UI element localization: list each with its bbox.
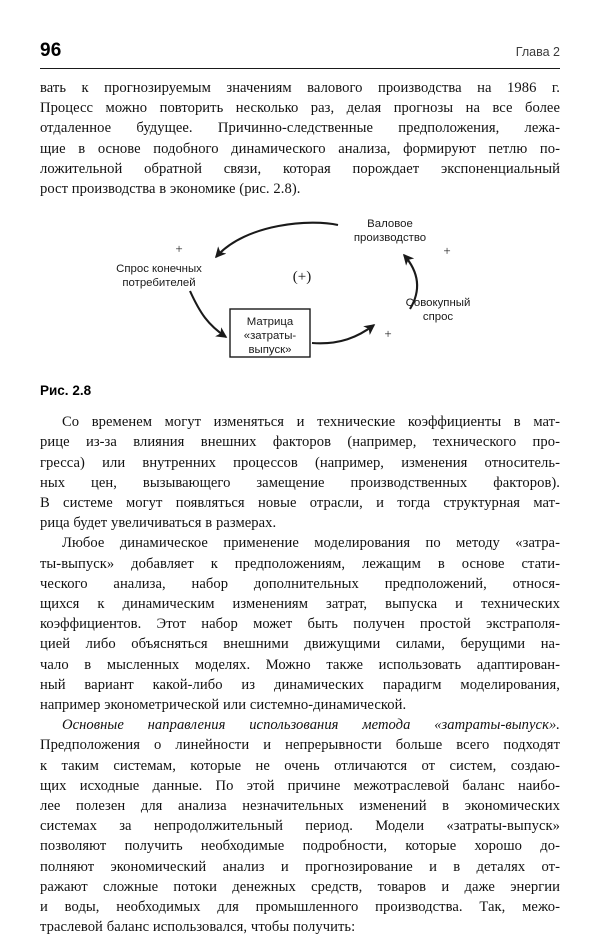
- node-final-demand-line1: Спрос конечных: [116, 263, 202, 276]
- node-gross-output-line1: Валовое: [367, 218, 413, 231]
- figure-2-8: [40, 213, 560, 373]
- node-aggregate-demand-line2: спрос: [422, 311, 454, 324]
- text-line: Процесс можно повторить несколько раз, делая прогнозы на все более: [40, 100, 560, 117]
- polarity-sign-to-gross-output: +: [443, 243, 451, 259]
- text-line: щие в основе подобного динамического анализа, формируют петлю по-: [40, 140, 560, 157]
- polarity-sign-to-final-demand: +: [175, 241, 183, 257]
- text-line: Предположения о линейности и непрерывности больше всего подходят: [40, 737, 560, 754]
- text-line: полняют экономический анализ и прогнозирование и в деталях от-: [40, 858, 560, 875]
- loop-polarity-label: (+): [292, 269, 312, 286]
- node-aggregate-demand-line1: Совокупный: [405, 297, 471, 310]
- text-line: например эконометрической или системно-динамической.: [40, 697, 407, 714]
- arrow-gross-output-to-final-demand: [216, 223, 338, 257]
- paragraph-3: [40, 533, 560, 715]
- arrow-final-demand-to-matrix: [190, 291, 226, 337]
- matrix-box-line1: Матрица: [246, 316, 294, 329]
- text-line: ложительной обратной связи, которая порождает экспоненциальный: [40, 160, 560, 177]
- header-rule: [40, 68, 560, 69]
- text-line: гресса) или внутренних процессов (например, изменения относитель-: [40, 454, 560, 471]
- text-line: к таким системам, которые не очень отличаются от систем, создаю-: [40, 757, 560, 774]
- text-line: коэффициентов. Этот набор может быть получен простой экстраполя-: [40, 616, 560, 633]
- italic-lead-in: Основные направления использования метода «затраты-выпуск».: [62, 717, 560, 734]
- text-line: отдаленное будущее. Причинно-следственные предположения, лежа-: [40, 120, 560, 137]
- text-line: Любое динамическое применение моделирования по методу «затра-: [62, 535, 560, 552]
- text-line: ческого анализа, набор дополнительных предположений, относя-: [40, 575, 560, 592]
- text-line: рица будет увеличиваться в размерах.: [40, 515, 277, 532]
- text-line: цией либо объясняться внешними движущими силами, берущими на-: [40, 636, 560, 653]
- polarity-sign-to-aggregate-demand: +: [384, 326, 392, 342]
- text-line: щихся к динамическим изменениям затрат, выпуска и технических: [40, 596, 560, 613]
- node-final-demand-line2: потребителей: [122, 277, 196, 290]
- text-line: ный вариант какой-либо из динамических парадигм моделирования,: [40, 676, 560, 693]
- node-gross-output-line2: производство: [353, 232, 427, 245]
- text-line: системах за непродолжительный период. Модели «затраты-выпуск»: [40, 818, 560, 835]
- text-line: щих исходные данные. По этой причине межотраслевой баланс наибо-: [40, 777, 560, 794]
- arrow-matrix-to-aggregate-demand: [312, 325, 374, 343]
- causal-loop-diagram: [40, 213, 560, 373]
- text-line: ражают сложные потоки денежных средств, товаров и даже энергии: [40, 878, 560, 895]
- text-line: Со временем могут изменяться и технические коэффициенты в мат-: [62, 414, 560, 431]
- matrix-box-line3: выпуск»: [248, 344, 292, 357]
- text-line: лее полезен для анализа незначительных изменений в экономических: [40, 798, 560, 815]
- text-line: вать к прогнозируемым значениям валового производства на 1986 г.: [40, 80, 560, 96]
- page-number: 96: [40, 40, 62, 61]
- text-line: В системе могут появляться новые отрасли, и тогда структурная мат-: [40, 495, 560, 512]
- text-line: рост производства в экономике (рис. 2.8).: [40, 181, 301, 198]
- text-line: чало в мысленных моделях. Можно также использовать адаптирован-: [40, 656, 560, 673]
- chapter-title: Глава 2: [515, 45, 560, 59]
- paragraph-1: [40, 78, 560, 199]
- text-line: ных цен, вызывающего замещение производственных факторов).: [40, 474, 560, 491]
- paragraph-2: [40, 412, 560, 533]
- matrix-box-line2: «затраты-: [243, 330, 297, 343]
- text-line: и воды, необходимых для промышленного производства. Так, межо-: [40, 899, 560, 916]
- figure-caption: Рис. 2.8: [40, 383, 92, 399]
- running-head: [40, 0, 560, 68]
- text-line: ты-выпуск» добавляет к предположениям, лежащим в основе стати-: [40, 555, 560, 572]
- text-line: позволяют получить необходимые подробности, которые хорошо до-: [40, 838, 560, 855]
- text-line: рице из-за влияния внешних факторов (например, технического про-: [40, 434, 560, 451]
- paragraph-4: [40, 715, 560, 937]
- text-line: траслевой баланс использовался, чтобы получить:: [40, 919, 356, 936]
